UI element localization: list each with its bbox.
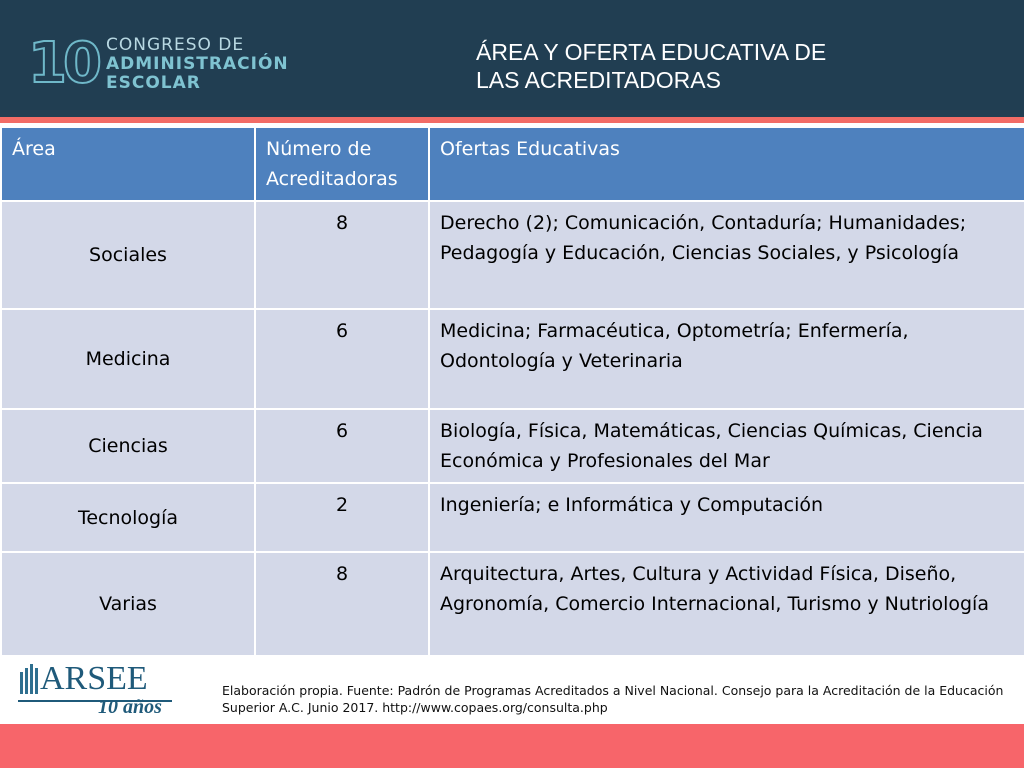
arsee-logo — [18, 660, 188, 720]
source-note: Elaboración propia. Fuente: Padrón de Programas Acreditados a Nivel Nacional. Consejo para la Acreditación de la Educación Superior A.C. Junio 2017. http://www.copaes.org/consulta.php — [222, 683, 1004, 715]
cell-number: 8 — [255, 201, 429, 309]
arsee-name: ARSEE — [40, 660, 148, 697]
logo-line-1: CONGRESO DE — [106, 35, 245, 55]
logo-line-3: ESCOLAR — [106, 73, 201, 93]
cell-offers: Derecho (2); Comunicación, Contaduría; Humanidades; Pedagogía y Educación, Ciencias Sociales, y Psicología — [429, 201, 1024, 309]
table-row — [1, 409, 1024, 483]
title-line-2: LAS ACREDITADORAS — [476, 67, 721, 93]
cell-area: Tecnología — [1, 483, 255, 552]
header-area: Área — [1, 127, 255, 201]
table-row — [1, 552, 1024, 656]
columns-icon — [20, 664, 38, 694]
cell-offers: Biología, Física, Matemáticas, Ciencias Químicas, Ciencia Económica y Profesionales del Mar — [429, 409, 1024, 483]
cell-offers: Arquitectura, Artes, Cultura y Actividad Física, Diseño, Agronomía, Comercio Internacional, Turismo y Nutriología — [429, 552, 1024, 656]
logo-line-2: ADMINISTRACIÓN — [106, 54, 289, 74]
slide-title — [476, 38, 996, 94]
cell-area: Ciencias — [1, 409, 255, 483]
header-offers: Ofertas Educativas — [429, 127, 1024, 201]
cell-area: Sociales — [1, 201, 255, 309]
cell-offers: Medicina; Farmacéutica, Optometría; Enfermería, Odontología y Veterinaria — [429, 309, 1024, 409]
table-row — [1, 309, 1024, 409]
cell-number: 2 — [255, 483, 429, 552]
logo-number: 10 — [28, 31, 98, 96]
header-number: Número de Acreditadoras — [255, 127, 429, 201]
logo-text — [106, 36, 326, 93]
cell-number: 6 — [255, 309, 429, 409]
cell-offers: Ingeniería; e Informática y Computación — [429, 483, 1024, 552]
cell-number: 8 — [255, 552, 429, 656]
header-stripe — [0, 117, 1024, 123]
accreditors-table — [0, 126, 1024, 657]
slide-header — [0, 0, 1024, 117]
cell-area: Varias — [1, 552, 255, 656]
arsee-anniversary: 10 años — [98, 696, 162, 718]
bottom-band — [0, 724, 1024, 768]
cell-area: Medicina — [1, 309, 255, 409]
table-row — [1, 201, 1024, 309]
table-row — [1, 483, 1024, 552]
title-line-1: ÁREA Y OFERTA EDUCATIVA DE — [476, 39, 827, 65]
table-header-row — [1, 127, 1024, 201]
cell-number: 6 — [255, 409, 429, 483]
